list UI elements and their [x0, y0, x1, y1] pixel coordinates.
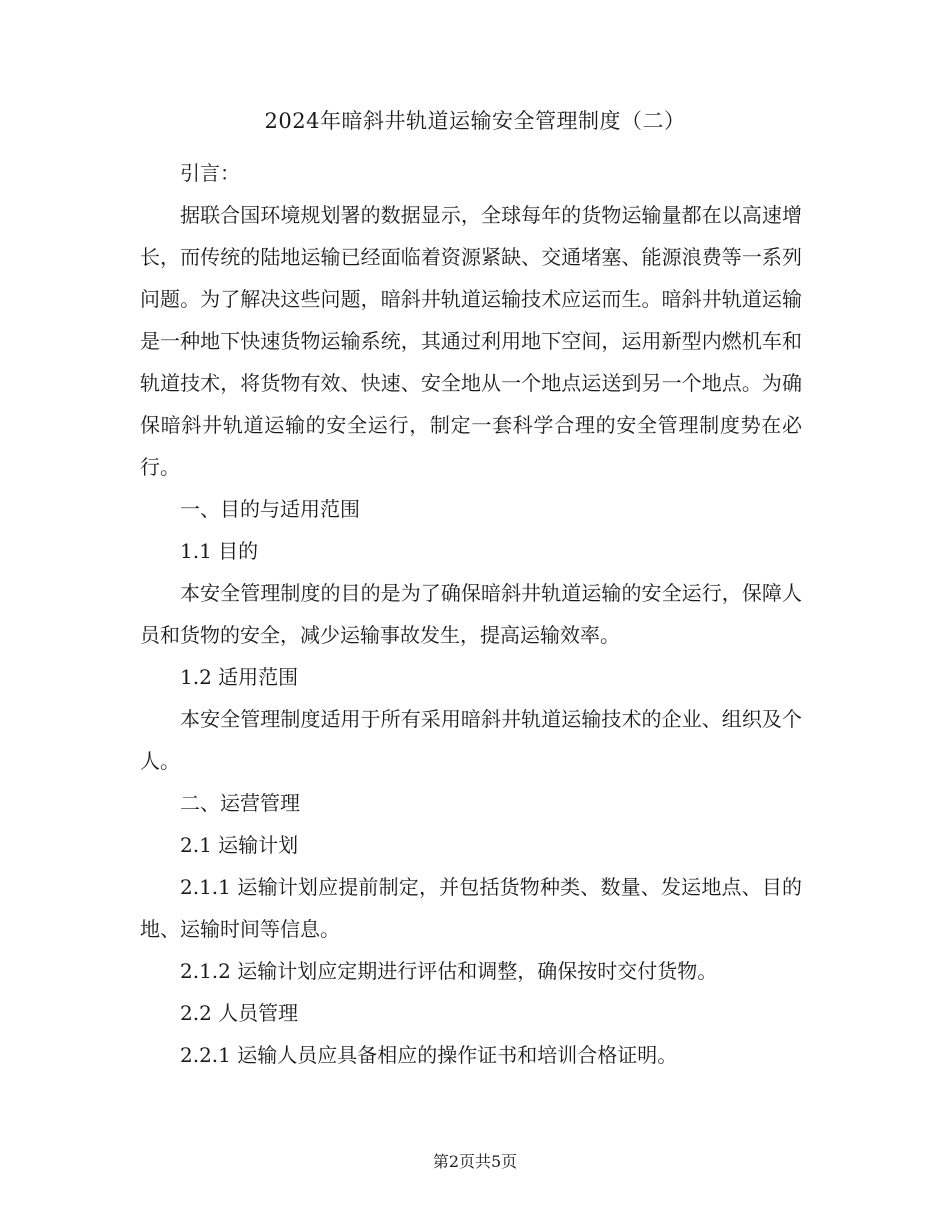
subsection-2-1-heading: 2.1 运输计划: [180, 833, 299, 857]
subsection-1-2-heading: 1.2 适用范围: [180, 665, 299, 689]
clause-2-2-1: 2.2.1 运输人员应具备相应的操作证书和培训合格证明。: [180, 1043, 678, 1067]
clause-2-1-2: 2.1.2 运输计划应定期进行评估和调整，确保按时交付货物。: [180, 959, 718, 983]
clause-2-1-1: 2.1.1 运输计划应提前制定，并包括货物种类、数量、发运地点、目的地、运输时间等信息。: [140, 875, 802, 941]
section-2-heading: 二、运营管理: [180, 791, 300, 815]
page-number-footer: 第2页共5页: [432, 1152, 518, 1171]
intro-heading: 引言：: [180, 161, 240, 185]
intro-paragraph: 据联合国环境规划署的数据显示，全球每年的货物运输量都在以高速增长，而传统的陆地运输已经面临着资源紧缺、交通堵塞、能源浪费等一系列问题。为了解决这些问题，暗斜井轨道运输技术应运而生。暗斜井轨道运输是一种地下快速货物运输系统，其通过利用地下空间，运用新型内燃机车和轨道技术，将货物有效、快速、安全地从一个地点运送到另一个地点。为确保暗斜井轨道运输的安全运行，制定一套科学合理的安全管理制度势在必行。: [140, 203, 802, 479]
subsection-1-1-paragraph: 本安全管理制度的目的是为了确保暗斜井轨道运输的安全运行，保障人员和货物的安全，减少运输事故发生，提高运输效率。: [140, 581, 802, 647]
subsection-1-1-heading: 1.1 目的: [180, 539, 259, 563]
document-title: 2024年暗斜井轨道运输安全管理制度（二）: [264, 109, 686, 133]
document-body: [140, 152, 802, 1076]
subsection-1-2-paragraph: 本安全管理制度适用于所有采用暗斜井轨道运输技术的企业、组织及个人。: [140, 707, 802, 773]
section-1-heading: 一、目的与适用范围: [180, 497, 360, 521]
subsection-2-2-heading: 2.2 人员管理: [180, 1001, 299, 1025]
